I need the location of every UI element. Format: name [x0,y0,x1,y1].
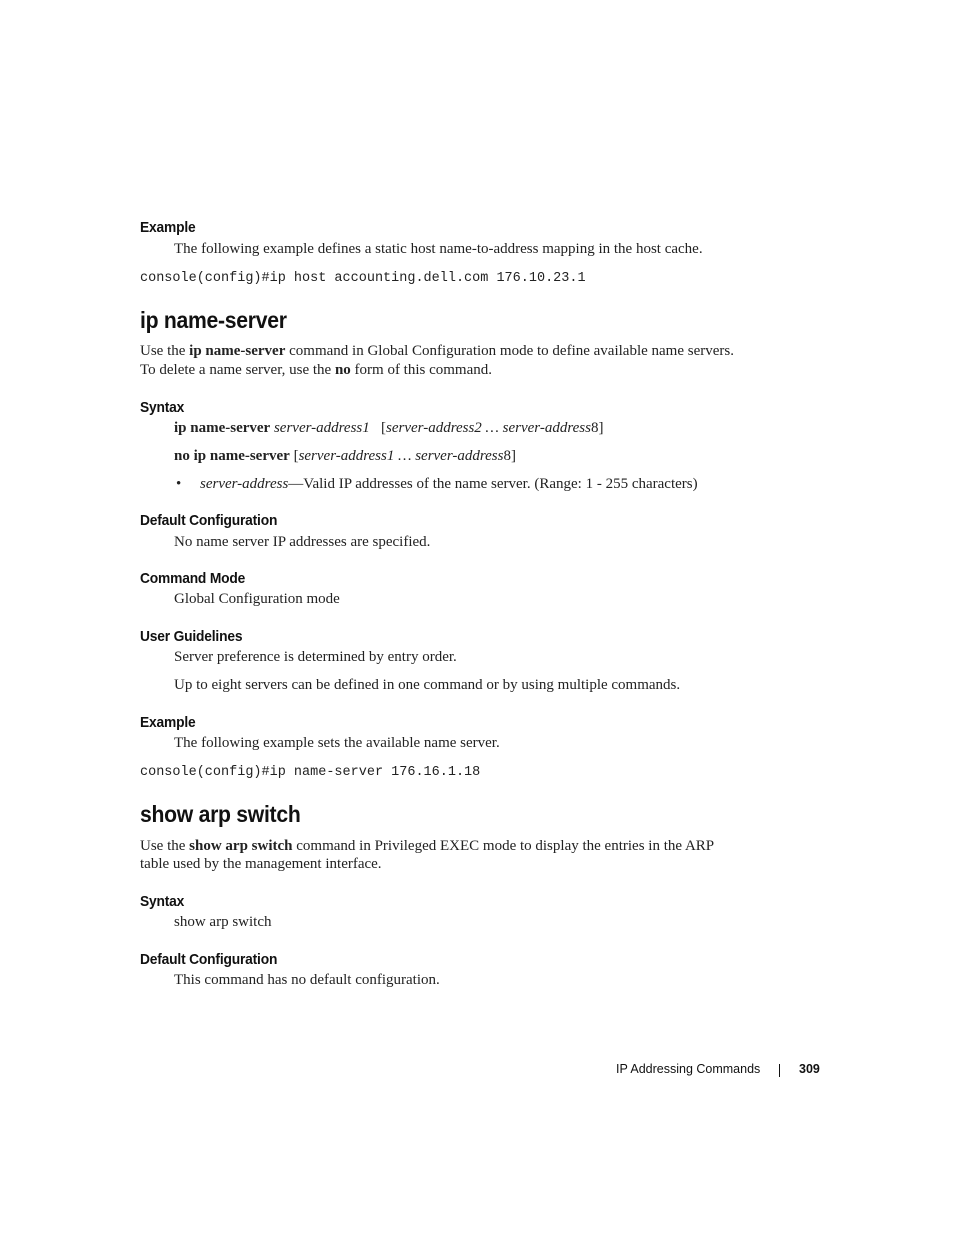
bracket: [ [293,448,299,464]
example-heading: Example [140,219,196,236]
section-title-ip-name-server: ip name-server [140,307,287,333]
command-name: show arp switch [189,838,293,854]
text-run: To delete a name server, use the [140,362,335,378]
default-config-heading: Default Configuration [140,951,278,968]
text-run: form of this command. [350,362,493,378]
text-run: command in Global Configuration mode to define available name servers. [285,343,734,359]
syntax-heading: Syntax [140,399,185,416]
syntax-line-1 [174,420,603,437]
syntax-number: 8 [590,420,599,436]
example-text: The following example sets the available name server. [174,735,500,751]
description-line-2: table used by the management interface. [140,856,382,872]
example-code: console(config)#ip name-server 176.16.1.18 [140,765,481,780]
example-heading: Example [140,714,196,731]
parameter-name: server-address [200,476,289,492]
syntax-heading: Syntax [140,893,185,910]
footer-separator [779,1064,780,1077]
command-name: ip name-server [189,343,286,359]
syntax-argument: server-address2 … server-address [386,420,591,436]
example-text: The following example defines a static host name-to-address mapping in the host cache. [174,241,703,257]
user-guidelines-text-2: Up to eight servers can be defined in one command or by using multiple commands. [174,677,681,693]
section-title-show-arp-switch: show arp switch [140,801,301,827]
syntax-argument: server-address1 … server-address [298,448,504,464]
syntax-number: 8 [503,448,511,464]
text-run: Use the [140,838,190,854]
default-config-text: No name server IP addresses are specified. [174,534,431,550]
syntax-command: show arp switch [174,914,272,930]
example-code: console(config)#ip host accounting.dell.com 176.10.23.1 [140,271,586,286]
command-mode-text: Global Configuration mode [174,591,340,607]
keyword-no: no [334,362,351,378]
text-run: command in Privileged EXEC mode to display the entries in the ARP [292,838,715,854]
description-line-2 [140,362,492,379]
bullet-icon: • [176,476,182,492]
bracket: [ [381,420,387,436]
user-guidelines-heading: User Guidelines [140,628,243,645]
syntax-argument: server-address1 [273,420,370,436]
description-line-1 [140,343,734,360]
description-line-1 [140,838,714,855]
default-config-heading: Default Configuration [140,512,278,529]
syntax-line-2 [174,448,516,465]
bracket: ] [511,448,516,464]
default-config-text: This command has no default configuration. [174,972,440,988]
footer-chapter-title: IP Addressing Commands [616,1062,761,1076]
page-number: 309 [799,1062,820,1076]
text-run: Use the [140,343,190,359]
syntax-command: no ip name-server [174,448,290,464]
syntax-command: ip name-server [174,420,271,436]
bracket: ] [598,420,604,436]
user-guidelines-text-1: Server preference is determined by entry order. [174,649,457,665]
parameter-description [200,476,698,493]
command-mode-heading: Command Mode [140,570,246,587]
text-run: —Valid IP addresses of the name server. (Range: 1 - 255 characters) [288,476,698,492]
